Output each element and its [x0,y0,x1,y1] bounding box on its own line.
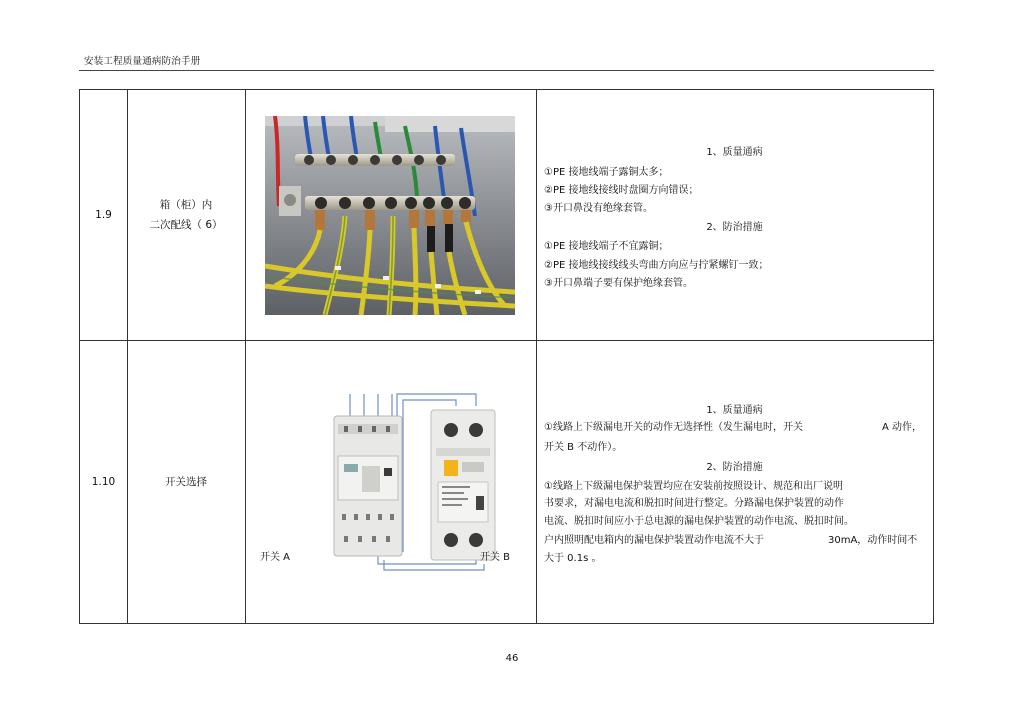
measure-item: 书要求，对漏电电流和脱扣时间进行整定。分路漏电保护装置的动作 [544,498,844,509]
section-heading: 1、质量通病 [706,405,763,416]
item-name [127,341,245,623]
rcd-switch-photo [260,386,521,576]
item-name-line: 二次配线（ 6） [149,219,223,231]
switch-a-label: 开关 A [260,552,291,563]
column-divider [245,90,246,340]
item-number: 1.9 [95,209,112,221]
defect-item: ②PE 接地线接线时盘圈方向错误； [544,185,699,196]
measure-item: 电流、脱扣时间应小于总电源的漏电保护装置的动作电流、脱扣时间。 [544,516,854,527]
page-header-title: 安装工程质量通病防治手册 [84,56,201,67]
section-heading: 2、防治措施 [706,222,763,233]
measure-item: ①PE 接地线端子不宜露铜； [544,241,669,252]
measure-item: 大于 0.1s 。 [544,553,602,564]
measure-item: 户内照明配电箱内的漏电保护装置动作电流不大于 [544,535,764,546]
table-row [80,341,933,623]
column-divider [245,341,246,623]
table-row [80,90,933,341]
defect-table [79,89,934,624]
measure-item: ③开口鼻端子要有保护绝缘套管。 [544,278,693,289]
defect-item: ①线路上下级漏电开关的动作无选择性（发生漏电时，开关 [544,422,803,433]
measure-item-tail: 30mA，动作时间不 [828,535,918,546]
defect-item: ①PE 接地线端子露铜太多； [544,167,669,178]
item-name [127,90,245,340]
measure-item: ①线路上下级漏电保护装置均应在安装前按照设计、规范和出厂说明 [544,481,843,492]
measure-item: ②PE 接地线接线线头弯曲方向应与拧紧螺钉一致； [544,260,769,271]
item-name-line: 箱（柜）内 [159,199,213,211]
defect-item: 开关 B 不动作）。 [544,442,623,453]
header-rule [79,70,934,71]
item-description [536,90,933,340]
page-number: 46 [505,653,519,664]
item-description [536,341,933,623]
defect-item: ③开口鼻没有绝缘套管。 [544,203,653,214]
section-heading: 1、质量通病 [706,147,763,158]
pe-grounding-wiring-photo [265,116,515,315]
item-number: 1.10 [91,476,116,488]
switch-b-label: 开关 B [480,552,511,563]
section-heading: 2、防治措施 [706,462,763,473]
pe-wiring-illustration [265,116,515,315]
item-name-line: 开关选择 [165,476,207,488]
defect-item-tail: A 动作， [882,422,923,433]
